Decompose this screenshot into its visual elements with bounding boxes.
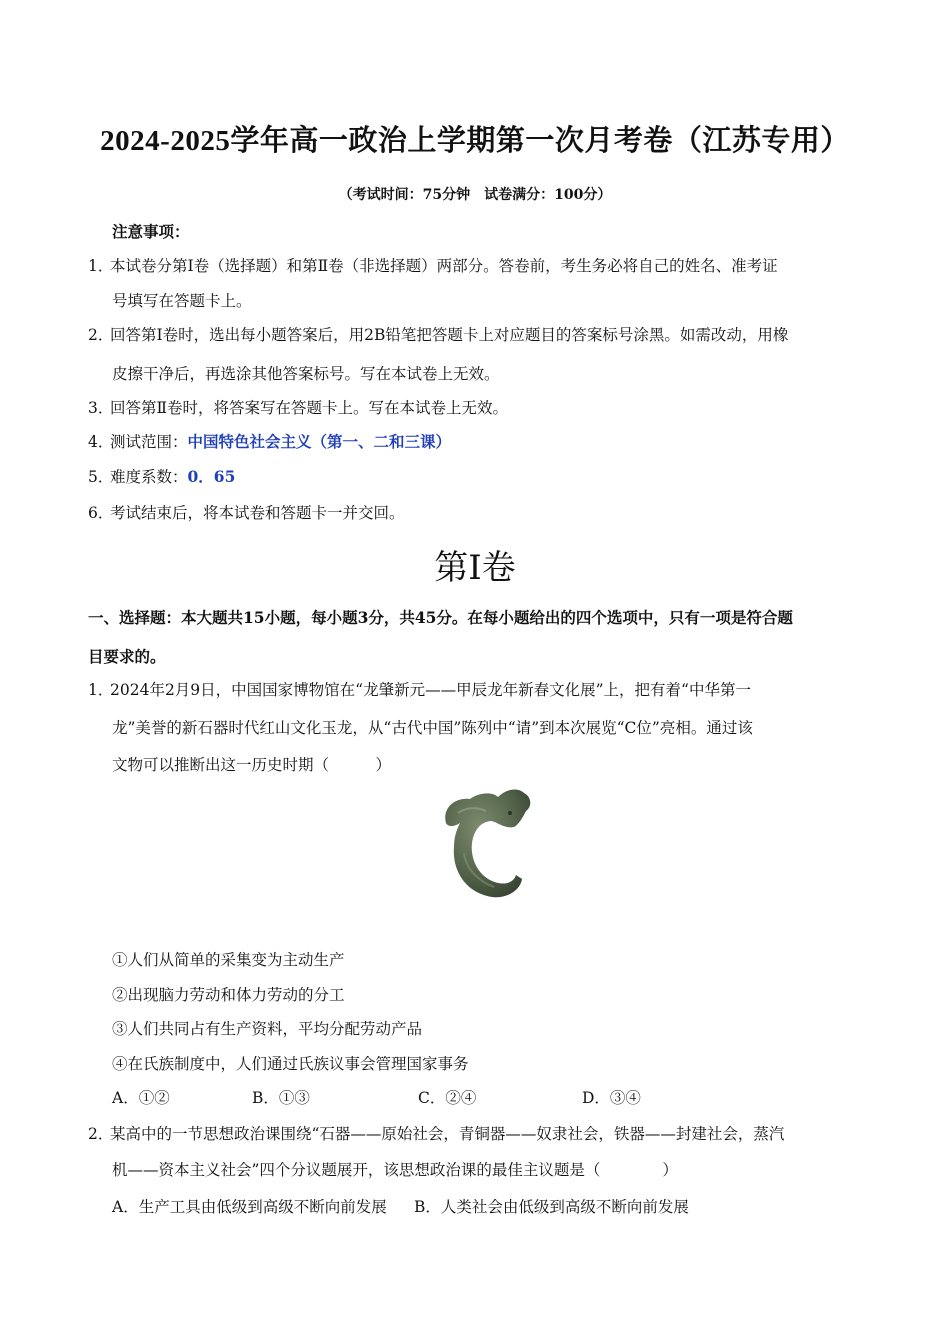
note-number: 2． <box>88 326 114 344</box>
question-2 <box>88 1124 784 1144</box>
note-text: 回答第Ⅰ卷时，选出每小题答案后，用2B铅笔把答题卡上对应题目的答案标号涂黑。如需改动，用橡 <box>110 326 789 344</box>
note-label: 难度系数： <box>110 468 188 486</box>
option-b: B．人类社会由低级到高级不断向前发展 <box>414 1198 689 1216</box>
statement-1: ①人们从简单的采集变为主动生产 <box>112 951 345 969</box>
difficulty-value: 0．65 <box>187 467 236 486</box>
option-d: D．③④ <box>582 1089 641 1107</box>
note-text: 回答第Ⅱ卷时，将答案写在答题卡上。写在本试卷上无效。 <box>110 399 509 417</box>
note-text-continued: 皮擦干净后，再选涂其他答案标号。写在本试卷上无效。 <box>112 365 500 383</box>
note-item <box>88 256 778 276</box>
option-b: B．①③ <box>252 1089 310 1107</box>
question-stem: 2024年2月9日，中国国家博物馆在“龙肇新元——甲辰龙年新春文化展”上，把有着“中华第一 <box>110 681 751 699</box>
note-number: 4． <box>88 433 114 451</box>
note-number: 3． <box>88 399 114 417</box>
section-instruction: 一、选择题：本大题共15小题，每小题3分，共45分。在每小题给出的四个选项中，只有一项是符合题 <box>88 608 793 627</box>
question-stem: 某高中的一节思想政治课围绕“石器——原始社会，青铜器——奴隶社会，铁器——封建社会，蒸汽 <box>110 1125 785 1143</box>
question-stem-continued: 龙”美誉的新石器时代红山文化玉龙，从“古代中国”陈列中“请”到本次展览“C位”亮相。通过该 <box>112 719 753 737</box>
note-item <box>88 503 405 523</box>
note-item <box>88 432 451 452</box>
note-item <box>88 467 235 487</box>
note-item <box>88 398 508 418</box>
statement-3: ③人们共同占有生产资料，平均分配劳动产品 <box>112 1020 423 1038</box>
option-c: C．②④ <box>418 1089 477 1107</box>
question-1 <box>88 680 751 700</box>
exam-title: 2024-2025学年高一政治上学期第一次月考卷（江苏专用） <box>100 125 850 157</box>
note-number: 5． <box>88 468 114 486</box>
notes-heading: 注意事项： <box>112 222 190 241</box>
exam-subtitle: （考试时间：75分钟 试卷满分：100分） <box>338 187 612 203</box>
question-number: 1． <box>88 681 114 699</box>
note-text: 考试结束后，将本试卷和答题卡一并交回。 <box>110 504 405 522</box>
note-text-continued: 号填写在答题卡上。 <box>112 292 252 310</box>
note-number: 1． <box>88 257 114 275</box>
jade-dragon-image <box>436 783 538 901</box>
test-scope-value: 中国特色社会主义（第一、二和三课） <box>187 432 452 451</box>
note-number: 6． <box>88 504 114 522</box>
question-stem-continued: 文物可以推断出这一历史时期（ ） <box>112 756 392 774</box>
statement-2: ②出现脑力劳动和体力劳动的分工 <box>112 986 345 1004</box>
note-text: 本试卷分第Ⅰ卷（选择题）和第Ⅱ卷（非选择题）两部分。答卷前，考生务必将自己的姓名、准考证 <box>110 257 778 275</box>
section-title: 第Ⅰ卷 <box>434 548 516 588</box>
note-label: 测试范围： <box>110 433 188 451</box>
question-stem-continued: 机——资本主义社会”四个分议题展开，该思想政治课的最佳主议题是（ ） <box>112 1161 678 1179</box>
option-a: A．生产工具由低级到高级不断向前发展 <box>112 1198 387 1216</box>
note-item <box>88 325 788 345</box>
option-a: A．①② <box>112 1089 170 1107</box>
section-instruction-continued: 目要求的。 <box>88 647 166 666</box>
statement-4: ④在氏族制度中，人们通过氏族议事会管理国家事务 <box>112 1055 469 1073</box>
question-number: 2． <box>88 1125 114 1143</box>
